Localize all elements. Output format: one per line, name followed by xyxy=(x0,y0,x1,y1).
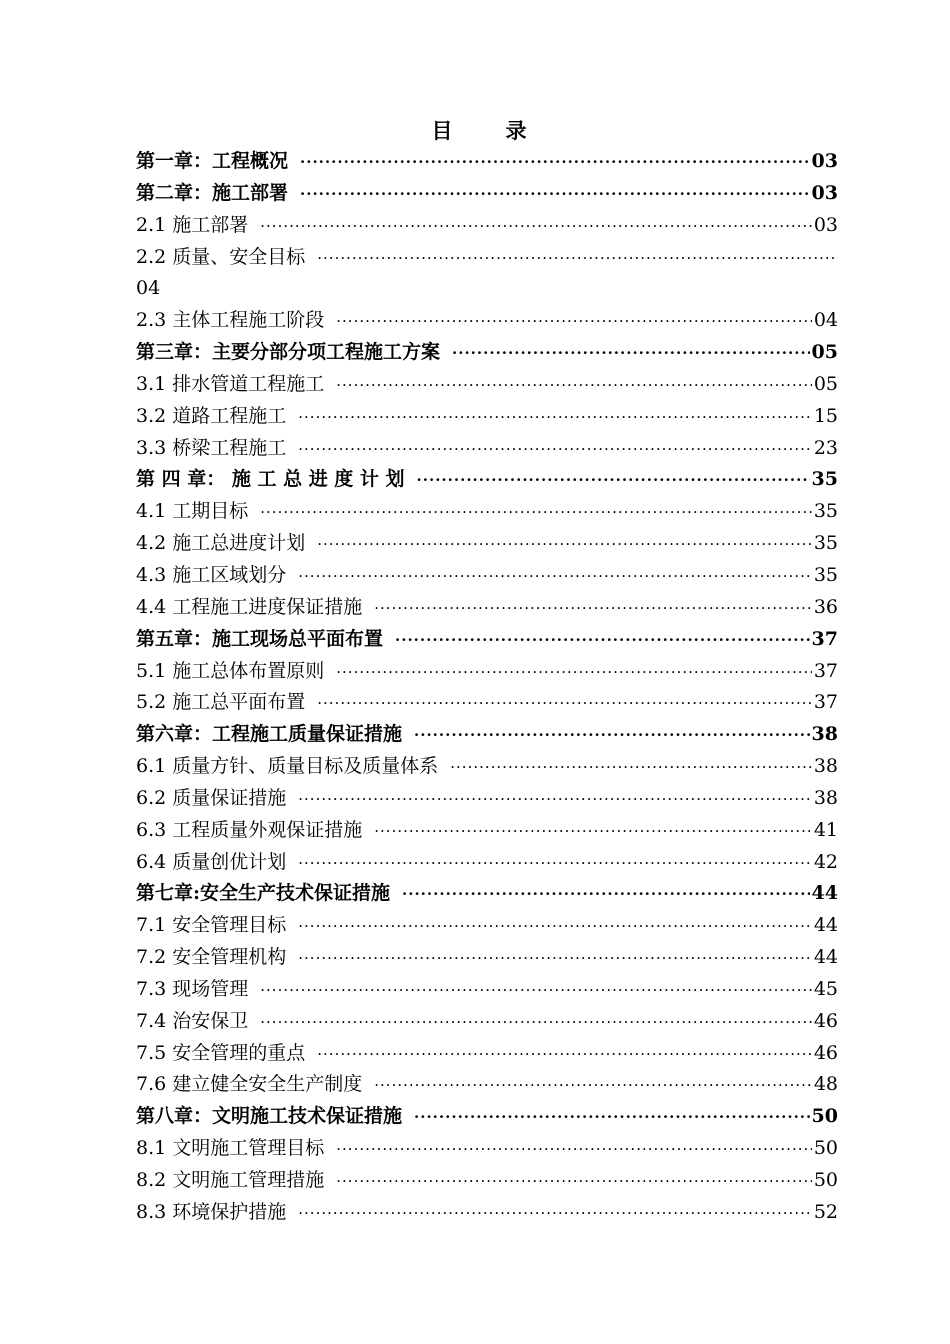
toc-entry-label: 3.3 桥梁工程施工 xyxy=(136,436,287,459)
toc-dot-leader xyxy=(298,911,812,942)
toc-dot-leader xyxy=(336,657,812,688)
toc-dot-leader xyxy=(317,1039,812,1070)
toc-entry-label: 3.1 排水管道工程施工 xyxy=(136,372,325,395)
toc-page-number: 35 xyxy=(811,468,838,491)
toc-dot-leader xyxy=(298,784,812,815)
toc-section-entry xyxy=(136,847,838,879)
toc-section-entry xyxy=(136,974,838,1006)
toc-section-entry xyxy=(136,528,838,560)
toc-page-number: 03 xyxy=(813,213,838,236)
toc-dot-leader xyxy=(300,179,810,210)
toc-page-number: 35 xyxy=(813,532,838,555)
toc-chapter-entry xyxy=(136,146,838,178)
toc-dot-leader xyxy=(298,402,812,433)
toc-dot-leader xyxy=(374,1070,812,1101)
toc-entry-label: 第七章:安全生产技术保证措施 xyxy=(136,882,391,905)
toc-dot-leader xyxy=(336,1166,812,1197)
toc-page-number: 37 xyxy=(811,627,838,650)
toc-dot-leader xyxy=(452,338,810,369)
toc-page-number: 38 xyxy=(813,755,838,778)
toc-page-number: 44 xyxy=(813,914,838,937)
toc-page-number: 38 xyxy=(811,723,838,746)
toc-entry-label: 04 xyxy=(136,277,161,300)
toc-section-entry xyxy=(136,751,838,783)
toc-dot-leader xyxy=(414,1102,810,1133)
toc-chapter-entry xyxy=(136,1101,838,1133)
toc-entry-label: 2.2 质量、安全目标 xyxy=(136,245,306,268)
toc-entry-label: 8.1 文明施工管理目标 xyxy=(136,1137,325,1160)
toc-dot-leader xyxy=(450,752,812,783)
toc-dot-leader xyxy=(374,593,812,624)
toc-entry-label: 3.2 道路工程施工 xyxy=(136,404,287,427)
toc-page-number: 05 xyxy=(811,341,838,364)
toc-dot-leader xyxy=(336,306,812,337)
toc-section-entry xyxy=(136,1133,838,1165)
toc-section-entry xyxy=(136,1197,838,1229)
toc-entry-label: 6.3 工程质量外观保证措施 xyxy=(136,818,363,841)
toc-entry-label: 7.1 安全管理目标 xyxy=(136,914,287,937)
toc-page-number: 04 xyxy=(813,309,838,332)
toc-dot-leader xyxy=(298,1198,812,1229)
toc-page-number: 44 xyxy=(811,882,838,905)
toc-chapter-entry xyxy=(136,878,838,910)
toc-page-number: 41 xyxy=(813,818,838,841)
toc-page-number: 05 xyxy=(813,372,838,395)
toc-page-number: 23 xyxy=(813,436,838,459)
toc-entry-label: 5.2 施工总平面布置 xyxy=(136,691,306,714)
toc-entry-label: 2.3 主体工程施工阶段 xyxy=(136,309,325,332)
toc-entry-label: 7.5 安全管理的重点 xyxy=(136,1041,306,1064)
toc-page-number: 03 xyxy=(811,181,838,204)
toc-entry-label: 7.2 安全管理机构 xyxy=(136,946,287,969)
toc-entry-label: 4.2 施工总进度计划 xyxy=(136,532,306,555)
toc-dot-leader xyxy=(298,848,812,879)
toc-entry-label: 第五章：施工现场总平面布置 xyxy=(136,627,384,650)
toc-dot-leader xyxy=(298,561,812,592)
toc-dot-leader xyxy=(317,243,838,274)
toc-section-entry xyxy=(136,1038,838,1070)
table-of-contents xyxy=(136,146,838,1229)
toc-entry-label: 6.2 质量保证措施 xyxy=(136,786,287,809)
toc-entry-label: 4.1 工期目标 xyxy=(136,500,249,523)
toc-section-entry xyxy=(136,592,838,624)
toc-section-entry xyxy=(136,656,838,688)
toc-chapter-entry xyxy=(136,719,838,751)
toc-section-entry xyxy=(136,433,838,465)
toc-dot-leader xyxy=(402,879,810,910)
toc-page-number: 52 xyxy=(813,1200,838,1223)
toc-section-entry xyxy=(136,305,838,337)
toc-entry-label: 8.3 环境保护措施 xyxy=(136,1200,287,1223)
toc-page-number: 44 xyxy=(813,946,838,969)
toc-dot-leader xyxy=(317,688,812,719)
toc-entry-label: 6.1 质量方针、质量目标及质量体系 xyxy=(136,755,439,778)
toc-dot-leader xyxy=(260,211,812,242)
toc-section-entry xyxy=(136,273,838,305)
toc-section-entry xyxy=(136,242,838,274)
toc-section-entry xyxy=(136,1006,838,1038)
toc-page-number: 48 xyxy=(813,1073,838,1096)
toc-section-entry xyxy=(136,815,838,847)
toc-entry-label: 第六章：工程施工质量保证措施 xyxy=(136,723,403,746)
toc-page-number: 38 xyxy=(813,786,838,809)
toc-dot-leader xyxy=(336,1134,812,1165)
toc-dot-leader xyxy=(317,529,812,560)
toc-entry-label: 7.6 建立健全安全生产制度 xyxy=(136,1073,363,1096)
toc-entry-label: 第二章：施工部署 xyxy=(136,181,289,204)
toc-section-entry xyxy=(136,687,838,719)
toc-entry-label: 6.4 质量创优计划 xyxy=(136,850,287,873)
toc-page-number: 50 xyxy=(813,1169,838,1191)
toc-dot-leader xyxy=(300,147,810,178)
toc-chapter-entry xyxy=(136,624,838,656)
toc-entry-label: 4.3 施工区域划分 xyxy=(136,563,287,586)
toc-entry-label: 5.1 施工总体布置原则 xyxy=(136,659,325,682)
toc-page-number: 46 xyxy=(813,1041,838,1064)
toc-page-number: 15 xyxy=(813,404,838,427)
toc-entry-label: 第一章：工程概况 xyxy=(136,150,289,172)
toc-page-number: 35 xyxy=(813,500,838,523)
toc-page-number: 46 xyxy=(813,1009,838,1032)
toc-page-number: 37 xyxy=(813,691,838,714)
toc-page-number: 36 xyxy=(813,595,838,618)
toc-dot-leader xyxy=(414,720,810,751)
toc-dot-leader xyxy=(260,497,812,528)
toc-entry-label: 4.4 工程施工进度保证措施 xyxy=(136,595,363,618)
toc-section-entry xyxy=(136,560,838,592)
toc-dot-leader xyxy=(298,434,812,465)
toc-section-entry xyxy=(136,369,838,401)
toc-dot-leader xyxy=(374,816,812,847)
toc-entry-label: 8.2 文明施工管理措施 xyxy=(136,1169,325,1191)
toc-dot-leader xyxy=(298,943,812,974)
toc-title: 目 录 xyxy=(431,118,543,143)
toc-page-number: 37 xyxy=(813,659,838,682)
toc-dot-leader xyxy=(395,625,810,656)
toc-entry-label: 第 四 章： 施 工 总 进 度 计 划 xyxy=(136,468,405,491)
toc-page-number: 50 xyxy=(811,1105,838,1128)
toc-section-entry xyxy=(136,1069,838,1101)
toc-page-number: 50 xyxy=(813,1137,838,1160)
toc-dot-leader xyxy=(260,975,812,1006)
toc-section-entry xyxy=(136,1165,838,1197)
toc-entry-label: 7.4 治安保卫 xyxy=(136,1009,249,1032)
toc-section-entry xyxy=(136,783,838,815)
toc-entry-label: 2.1 施工部署 xyxy=(136,213,249,236)
toc-dot-leader xyxy=(417,465,810,496)
toc-page-number: 45 xyxy=(813,977,838,1000)
toc-section-entry xyxy=(136,942,838,974)
toc-dot-leader xyxy=(336,370,812,401)
toc-page-number: 42 xyxy=(813,850,838,873)
toc-section-entry xyxy=(136,210,838,242)
toc-entry-label: 第三章：主要分部分项工程施工方案 xyxy=(136,341,441,364)
toc-entry-label: 第八章：文明施工技术保证措施 xyxy=(136,1105,403,1128)
toc-entry-label: 7.3 现场管理 xyxy=(136,977,249,1000)
toc-dot-leader xyxy=(260,1007,812,1038)
toc-section-entry xyxy=(136,496,838,528)
toc-chapter-entry xyxy=(136,337,838,369)
toc-chapter-entry xyxy=(136,464,838,496)
toc-section-entry xyxy=(136,401,838,433)
toc-chapter-entry xyxy=(136,178,838,210)
toc-section-entry xyxy=(136,910,838,942)
toc-page-number: 03 xyxy=(811,150,838,172)
toc-page-number: 35 xyxy=(813,563,838,586)
